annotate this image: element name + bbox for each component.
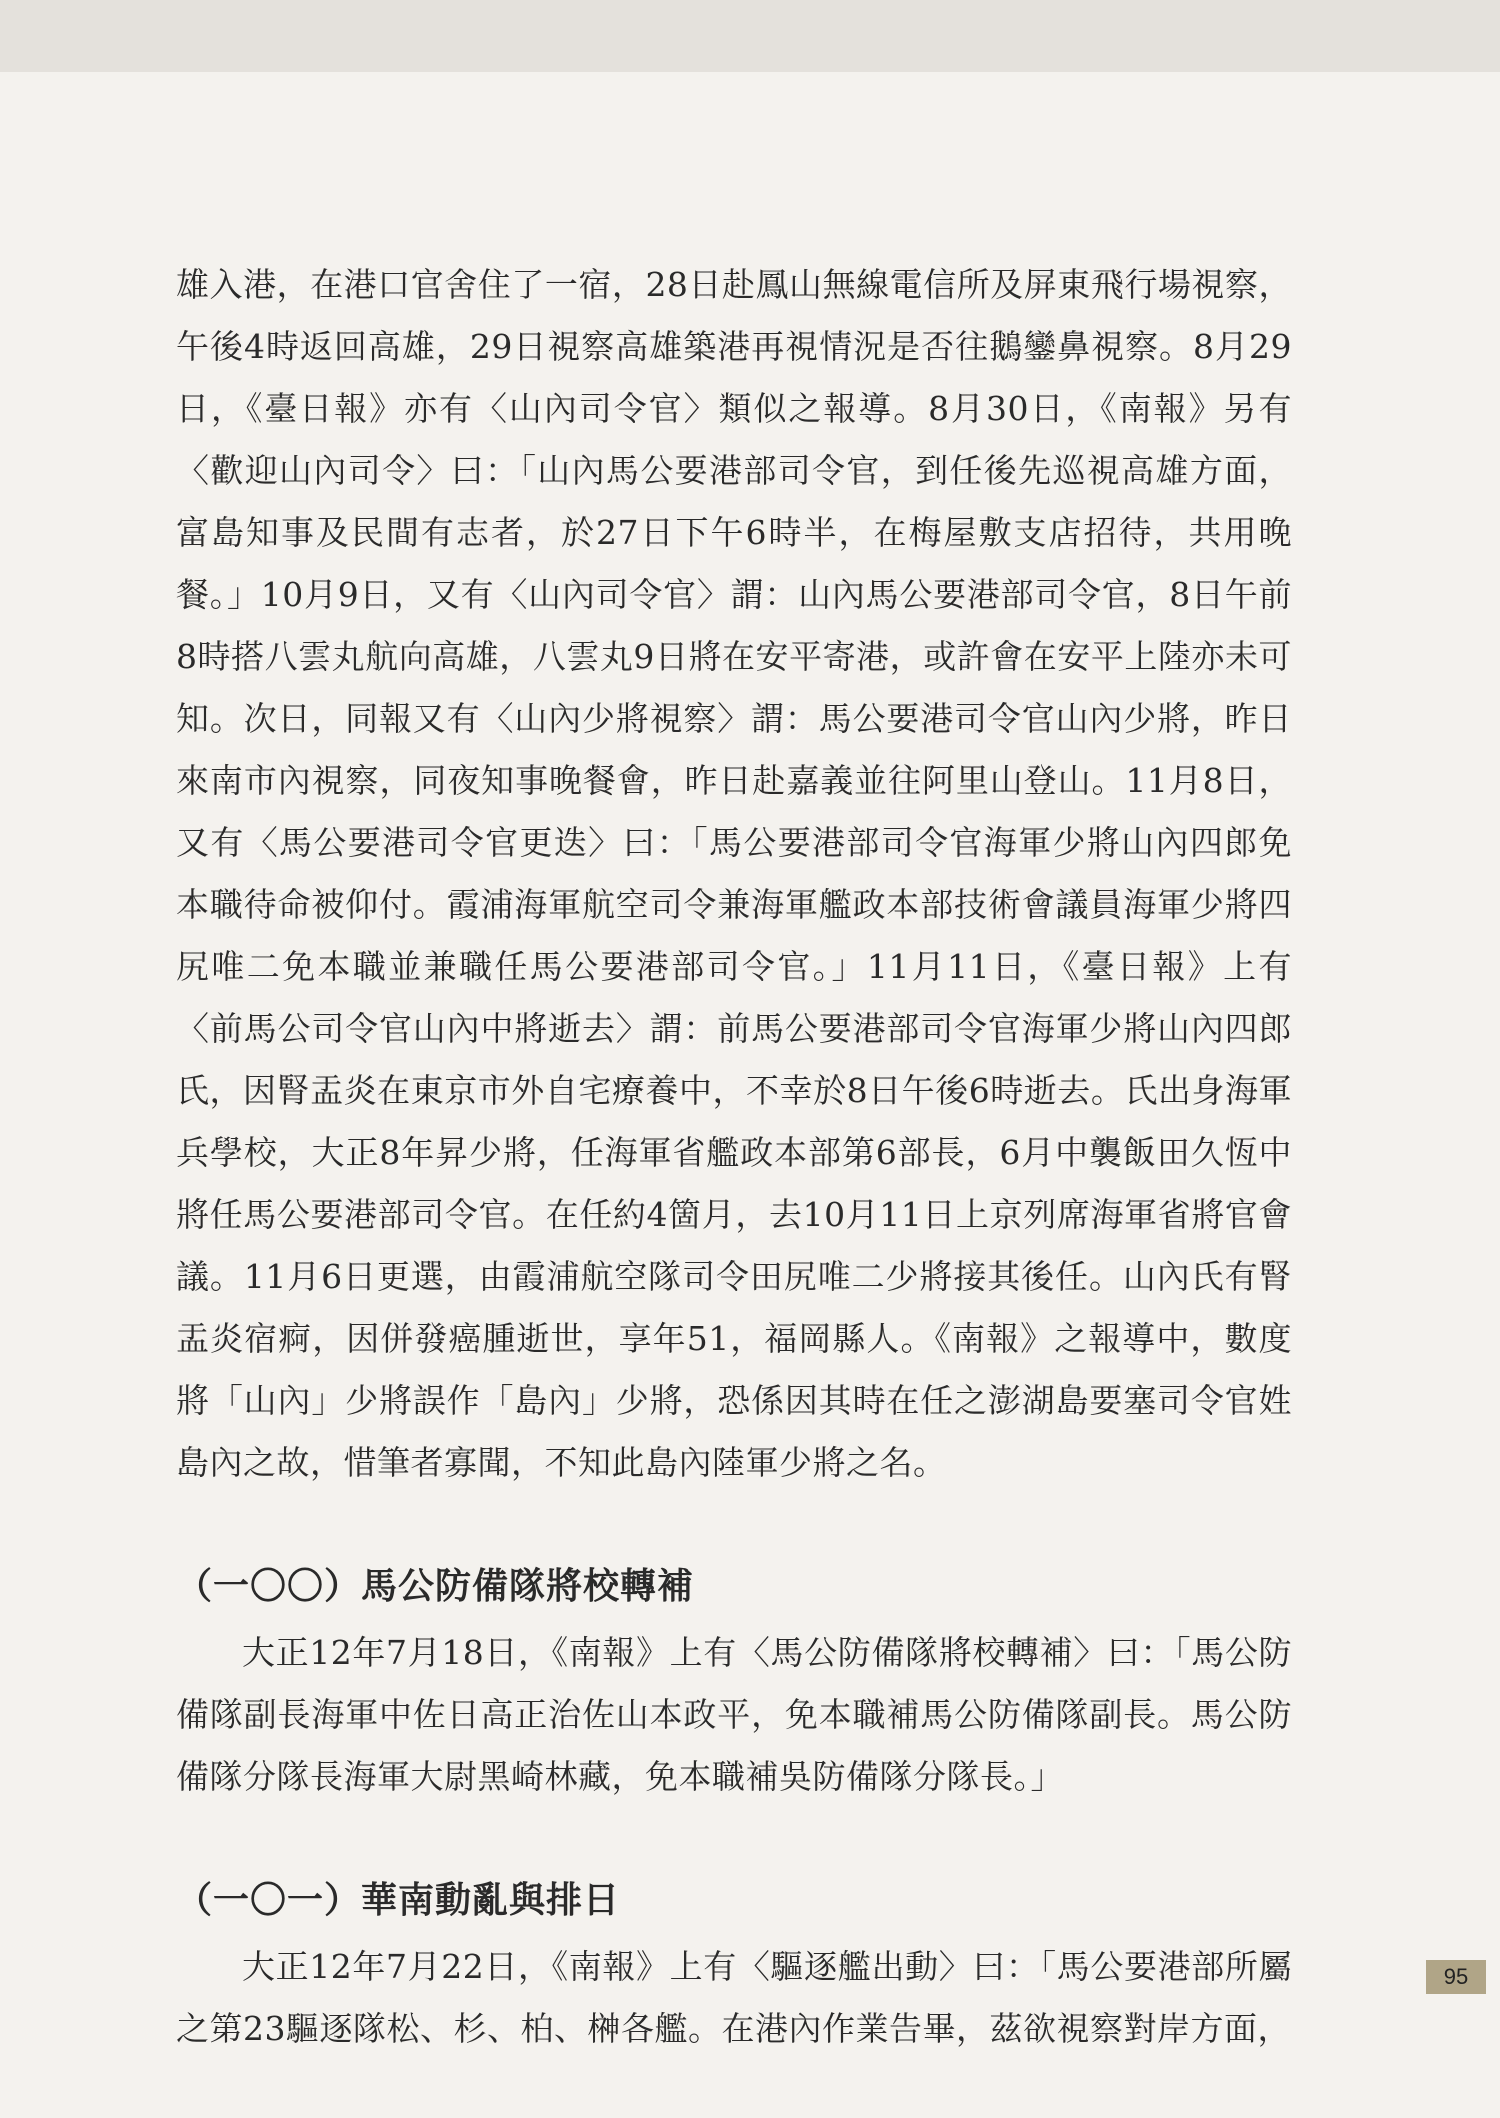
section-heading-101: （一〇一）華南動亂與排日	[176, 1880, 621, 1921]
section-100	[176, 1556, 1292, 1808]
intro-paragraph: 雄入港，在港口官舍住了一宿，28日赴鳳山無線電信所及屏東飛行場視察，午後4時返回高雄，29日視察高雄築港再視情況是否往鵝鑾鼻視察。8月29日，《臺日報》亦有〈山內司令官〉類似之報導。8月30日，《南報》另有〈歡迎山內司令〉曰：「山內馬公要港部司令官，到任後先巡視高雄方面，富島知事及民間有志者，於27日下午6時半，在梅屋敷支店招待，共用晚餐。」10月9日，又有〈山內司令官〉謂：山內馬公要港部司令官，8日午前8時搭八雲丸航向高雄，八雲丸9日將在安平寄港，或許會在安平上陸亦未可知。次日，同報又有〈山內少將視察〉謂：馬公要港司令官山內少將，昨日來南市內視察，同夜知事晚餐會，昨日赴嘉義並往阿里山登山。11月8日，又有〈馬公要港司令官更迭〉曰：「馬公要港部司令官海軍少將山內四郎免本職待命被仰付。霞浦海軍航空司令兼海軍艦政本部技術會議員海軍少將四尻唯二免本職並兼職任馬公要港部司令官。」11月11日，《臺日報》上有〈前馬公司令官山內中將逝去〉謂：前馬公要港部司令官海軍少將山內四郎氏，因腎盂炎在東京市外自宅療養中，不幸於8日午後6時逝去。氏出身海軍兵學校，大正8年昇少將，任海軍省艦政本部第6部長，6月中襲飯田久恆中將任馬公要港部司令官。在任約4箇月，去10月11日上京列席海軍省將官會議。11月6日更選，由霞浦航空隊司令田尻唯二少將接其後任。山內氏有腎盂炎宿痾，因併發癌腫逝世，享年51，福岡縣人。《南報》之報導中，數度將「山內」少將誤作「島內」少將，恐係因其時在任之澎湖島要塞司令官姓島內之故，惜筆者寡聞，不知此島內陸軍少將之名。	[176, 265, 1292, 1482]
page-number: 95	[1426, 1960, 1486, 1994]
section-body-100: 大正12年7月18日，《南報》上有〈馬公防備隊將校轉補〉曰：「馬公防備隊副長海軍中佐日高正治佐山本政平，免本職補馬公防備隊副長。馬公防備隊分隊長海軍大尉黑崎林藏，免本職補吳防備隊分隊長。」	[176, 1633, 1292, 1796]
section-body-101: 大正12年7月22日，《南報》上有〈驅逐艦出動〉曰：「馬公要港部所屬之第23驅逐隊松、杉、柏、榊各艦。在港內作業告畢，茲欲視察對岸方面，	[176, 1947, 1292, 2048]
section-heading-100: （一〇〇）馬公防備隊將校轉補	[176, 1566, 695, 1607]
section-101	[176, 1870, 1292, 2060]
page-top-band	[0, 0, 1500, 72]
page-body	[176, 254, 1292, 2060]
